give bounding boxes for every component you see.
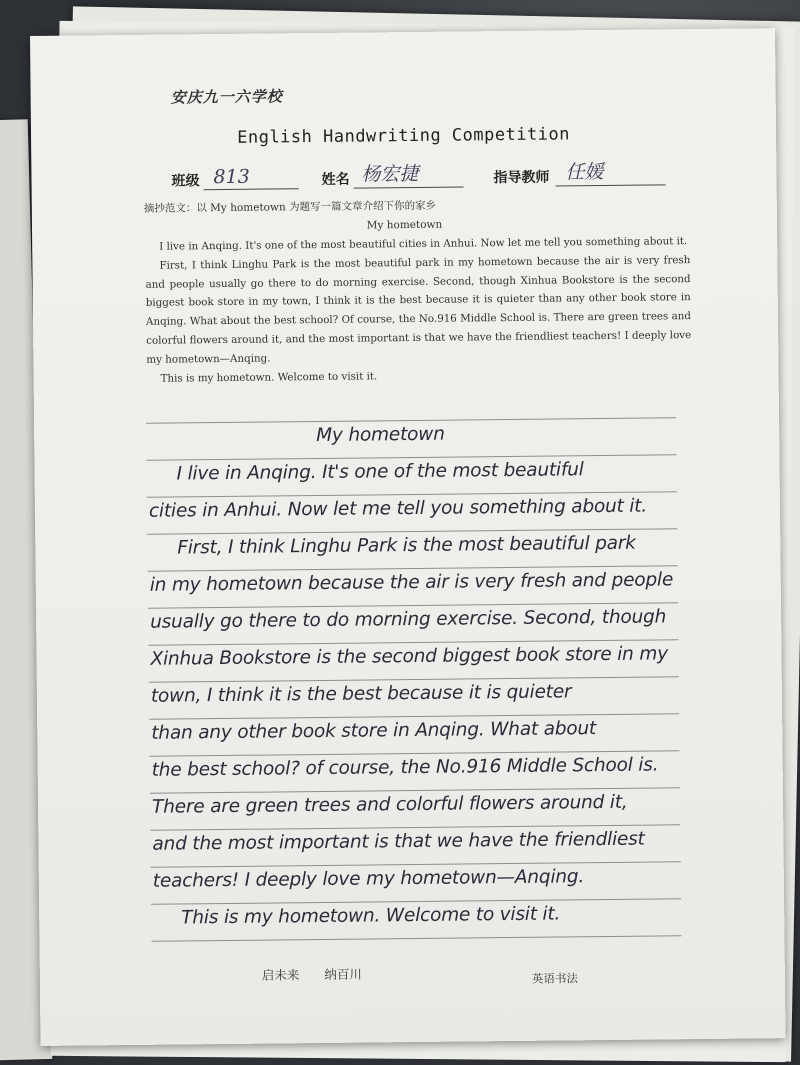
handwritten-line: than any other book store in Anqing. What about xyxy=(151,718,597,744)
ruled-line xyxy=(151,935,681,942)
model-paragraph: I live in Anqing. It's one of the most beautiful cities in Anhui. Now let me tell you something about it. xyxy=(159,235,688,253)
name-field xyxy=(321,159,471,193)
handwritten-line: First, I think Linghu Park is the most beautiful park xyxy=(177,532,636,559)
teacher-field xyxy=(493,157,673,191)
handwritten-title: My hometown xyxy=(316,423,445,447)
name-label: 姓名 xyxy=(321,171,350,188)
class-underline xyxy=(204,188,299,190)
teacher-value: 任媛 xyxy=(565,161,604,184)
footer-motto: 启未来 纳百川 xyxy=(261,966,362,983)
handwritten-line: the best school? of course, the No.916 Middle School is. xyxy=(151,754,659,781)
name-value: 杨宏捷 xyxy=(361,162,419,186)
sheet-title: English Handwriting Competition xyxy=(237,124,571,148)
handwritten-line: teachers! I deeply love my hometown—Anqing. xyxy=(152,866,585,892)
name-underline xyxy=(354,186,464,188)
handwritten-line: and the most important is that we have the friendliest xyxy=(152,828,645,855)
competition-sheet xyxy=(30,28,786,1046)
handwritten-line: Xinhua Bookstore is the second biggest book store in my xyxy=(150,643,669,670)
school-name: 安庆九一六学校 xyxy=(170,87,283,107)
footer-subject: 英语书法 xyxy=(531,971,578,986)
handwritten-line: in my hometown because the air is very fresh and people xyxy=(149,569,674,596)
instruction-text: 摘抄范文：以 My hometown 为题写一篇文章介绍下你的家乡 xyxy=(143,199,437,215)
teacher-underline xyxy=(556,184,666,186)
handwriting-area xyxy=(146,421,681,953)
handwritten-line: cities in Anhui. Now let me tell you something about it. xyxy=(148,495,648,522)
handwritten-line: There are green trees and colorful flowers around it, xyxy=(151,791,628,818)
handwritten-line: town, I think it is the best because it is quieter xyxy=(150,681,572,707)
class-value: 813 xyxy=(213,165,250,189)
handwritten-line: This is my hometown. Welcome to visit it. xyxy=(181,903,561,929)
student-info-row xyxy=(31,156,776,196)
handwritten-line: usually go there to do morning exercise. Second, though xyxy=(150,606,667,633)
class-label: 班级 xyxy=(171,173,200,190)
model-paragraph: First, I think Linghu Park is the most beautiful park in my hometown because the air is very fresh and people usually go there to do morning exercise. Second, though Xinhua Bookstore is the second biggest book store in my town, I think it is the best because it is quieter than any other book store in Anqing. What about the best school? Of course, the No.916 Middle School is. There are green trees and colorful flowers around it, and the most important is that we have the friendliest teachers! I deeply love my hometown—Anqing. xyxy=(145,253,692,366)
class-field xyxy=(171,161,301,194)
teacher-label: 指导教师 xyxy=(493,169,550,187)
model-essay xyxy=(145,232,692,388)
model-paragraph: This is my hometown. Welcome to visit it. xyxy=(160,369,378,385)
model-essay-title: My hometown xyxy=(366,218,443,232)
handwritten-line: I live in Anqing. It's one of the most beautiful xyxy=(176,459,584,485)
